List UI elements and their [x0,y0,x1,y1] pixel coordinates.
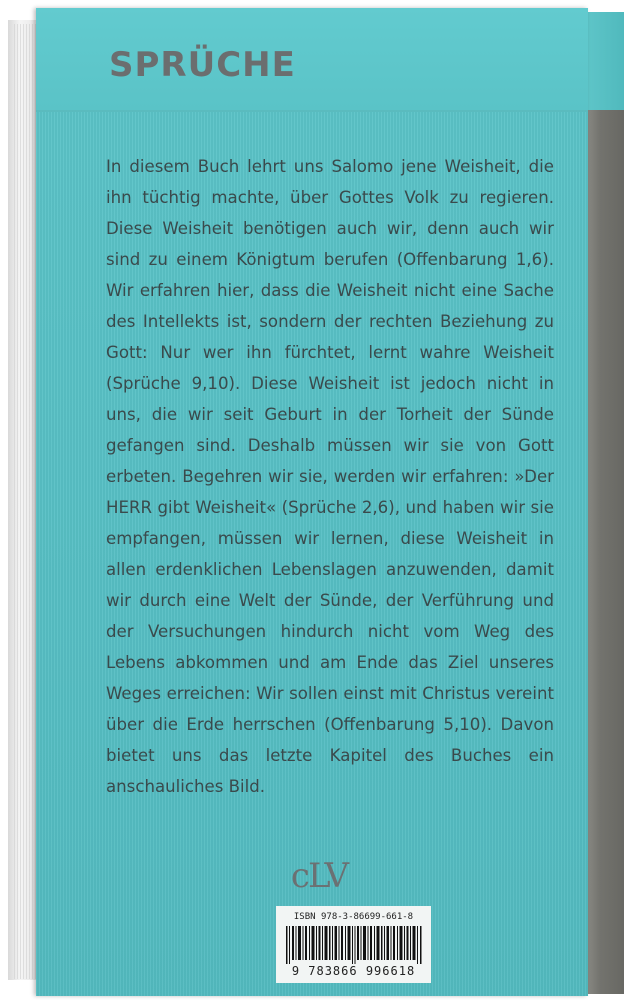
book-spine [584,110,624,994]
book-pages-lines [14,24,38,979]
back-cover [36,8,588,996]
publisher-logo: cLV [290,856,348,896]
book-spine-top [584,12,624,112]
barcode-icon [286,926,423,964]
title-band [36,8,588,112]
blurb-text-block [106,151,554,802]
book-title: SPRÜCHE [109,45,296,85]
blurb-paragraph: In diesem Buch lehrt uns Salomo jene Weisheit, die ihn tüchtig machte, über Gottes Volk zu regieren. Diese Weisheit benötigen auch wir, denn auch wir sind zu einem Königtum berufen (Offenbarung 1,6). Wir erfahren hier, dass die Weisheit nicht eine Sache des Intellekts ist, sondern der rechten Beziehung zu Gott: Nur wer ihn fürchtet, lernt wahre Weisheit (Sprüche 9,10). Diese Weisheit ist jedoch nicht in uns, die wir seit Geburt in der Torheit der Sünde gefangen sind. Deshalb müssen wir sie von Gott erbeten. Begehren wir sie, werden wir erfahren: »Der HERR gibt Weisheit« (Sprüche 2,6), und haben wir sie empfangen, müssen wir lernen, diese Weisheit in allen erdenklichen Lebenslagen anzuwenden, damit wir durch eine Welt der Sünde, der Verführung und der Versuchungen hindurch nicht vom Weg des Lebens abkommen und am Ende das Ziel unseres Weges erreichen: Wir sollen einst mit Christus vereint über die Erde herrschen (Offenbarung 5,10). Davon bietet uns das letzte Kapitel des Buches ein anschauliches Bild. [106,157,554,796]
isbn-text: ISBN 978-3-86699-661-8 [293,912,414,922]
barcode-number: 9 783866 996618 [291,964,416,978]
barcode-label [276,906,431,983]
